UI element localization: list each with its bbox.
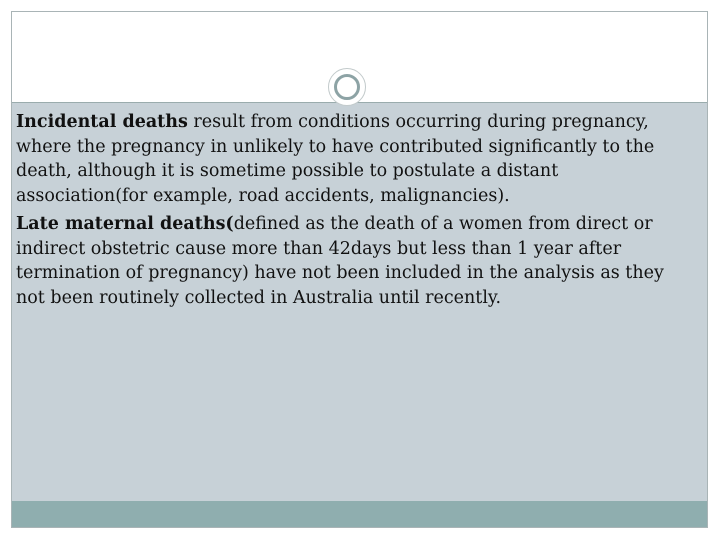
definition-incidental-deaths: result from conditions occurring during pregnancy, where the pregnancy in unlikely to have contributed significantly to the death, although it is sometime possible to postulate a distant association(for example, road accidents, malignancies). bbox=[16, 112, 655, 206]
paragraph-incidental-deaths bbox=[16, 110, 688, 208]
paragraph-late-maternal-deaths bbox=[16, 212, 688, 310]
circle-ornament-icon bbox=[328, 68, 366, 106]
term-incidental-deaths: Incidental deaths bbox=[16, 112, 188, 132]
slide-footer-band bbox=[12, 501, 707, 527]
definition-late-maternal-deaths: defined as the death of a women from direct or indirect obstetric cause more than 42days but less than 1 year after termination of pregnancy) have not been included in the analysis as they not been routinely collected in Australia until recently. bbox=[16, 214, 664, 308]
term-late-maternal-deaths: Late maternal deaths( bbox=[16, 214, 234, 234]
slide-body-text bbox=[16, 110, 688, 314]
